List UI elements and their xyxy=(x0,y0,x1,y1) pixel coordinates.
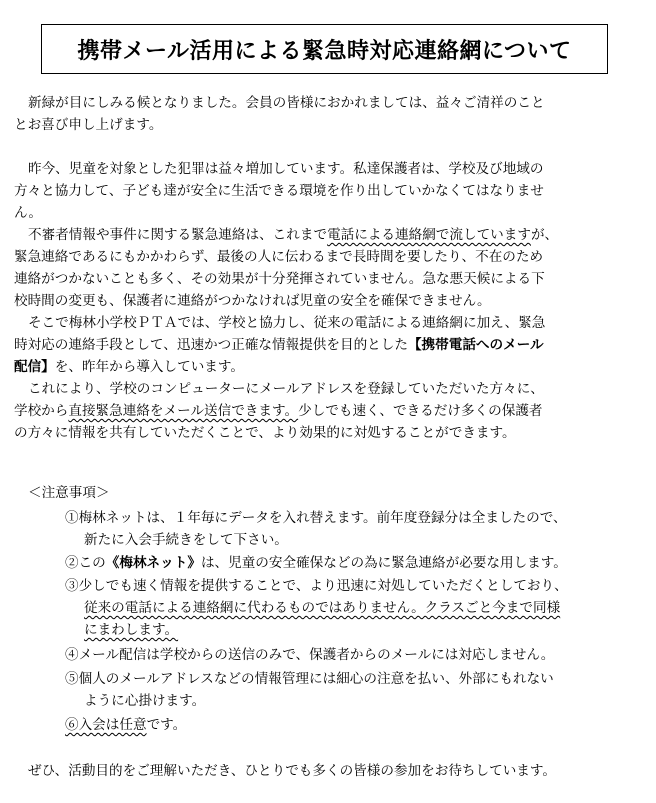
page-title: 携帯メール活用による緊急時対応連絡網について xyxy=(77,38,572,64)
para2-line-3: 連絡がつかないことも多く、その効果が十分発揮されていません。急な悪天候による下 xyxy=(14,271,545,287)
greeting-line-1: 新緑が目にしみる候となりました。会員の皆様におかれましては、益々ご清祥のこと xyxy=(28,95,545,111)
note-2-c: は、児童の安全確保などの為に緊急連絡が必要な用します。 xyxy=(200,555,567,571)
para3-line-2 xyxy=(14,334,544,356)
note-1-line-1: ①梅林ネットは、１年毎にデータを入れ替えます。前年度登録分は全ましたので、 xyxy=(65,510,567,526)
para2-line-1 xyxy=(28,224,558,246)
para2-line-1-underlined: 電話による連絡網で流しています xyxy=(327,227,531,243)
note-5-line-2: ように心掛けます。 xyxy=(84,693,206,709)
para4-line-3: の方々に情報を共有していただくことで、より効果的に対処することができます。 xyxy=(14,425,516,441)
notes-heading: ＜注意事項＞ xyxy=(28,485,110,501)
para3-line-3-a: を、昨年から導入しています。 xyxy=(54,359,245,375)
para4-line-2-b: 少しでも速く、できるだけ多くの保護者 xyxy=(298,403,543,419)
para3-line-1: そこで梅林小学校ＰＴＡでは、学校と協力し、従来の電話による連絡網に加え、緊急 xyxy=(28,315,546,331)
para3-line-3 xyxy=(14,356,244,378)
title-box xyxy=(41,24,608,74)
para4-line-2-underlined: 直接緊急連絡をメール送信できます。 xyxy=(68,403,299,419)
note-3-line-1: ③少しでも速く情報を提供することで、より迅速に対処していただくとしており、 xyxy=(65,578,568,594)
note-4: ④メール配信は学校からの送信のみで、保護者からのメールには対応しません。 xyxy=(65,647,555,663)
para1-line-3: ん。 xyxy=(14,205,43,221)
para3-line-2-a: 時対応の連絡手段として、迅速かつ正確な情報提供を目的とした xyxy=(14,337,408,353)
para1-line-1: 昨今、児童を対象とした犯罪は益々増加しています。私達保護者は、学校及び地域の xyxy=(28,161,544,177)
greeting-line-2: とお喜び申し上げます。 xyxy=(14,117,163,133)
note-3-line-3: にまわします。 xyxy=(84,622,179,638)
para3-line-2-bold: 【携帯電話へのメール xyxy=(407,337,544,353)
note-6-b: です。 xyxy=(146,717,187,733)
para4-line-2-a: 学校から xyxy=(14,403,69,419)
note-2-a: ②この xyxy=(65,555,106,571)
note-2-bold: 《梅林ネット》 xyxy=(105,555,201,571)
note-6 xyxy=(65,714,186,736)
note-6-underlined: ⑥入会は任意 xyxy=(65,717,147,733)
para4-line-2 xyxy=(14,400,543,422)
note-2 xyxy=(65,552,567,574)
para3-line-3-bold: 配信】 xyxy=(14,359,55,375)
para2-line-1-b: が、 xyxy=(530,227,559,243)
para1-line-2: 方々と協力して、子ども達が安全に生活できる環境を作り出していかなくてはなりませ xyxy=(14,183,544,199)
note-5-line-1: ⑤個人のメールアドレスなどの情報管理には細心の注意を払い、外部にもれない xyxy=(65,671,554,687)
para2-line-1-a: 不審者情報や事件に関する緊急連絡は、これまで xyxy=(28,227,328,243)
note-3-line-2: 従来の電話による連絡網に代わるものではありません。クラスごと今まで同様 xyxy=(84,600,561,616)
para4-line-1: これにより、学校のコンピューターにメールアドレスを登録していただいた方々に、 xyxy=(28,381,544,397)
para2-line-4: 校時間の変更も、保護者に連絡がつかなければ児童の安全を確保できません。 xyxy=(14,293,491,309)
note-1-line-2: 新たに入会手続きをして下さい。 xyxy=(84,532,288,548)
closing-line: ぜひ、活動目的をご理解いただき、ひとりでも多くの皆様の参加をお待ちしています。 xyxy=(28,763,556,779)
para2-line-2: 緊急連絡であるにもかかわらず、最後の人に伝わるまで長時間を要したり、不在のため xyxy=(14,249,544,265)
